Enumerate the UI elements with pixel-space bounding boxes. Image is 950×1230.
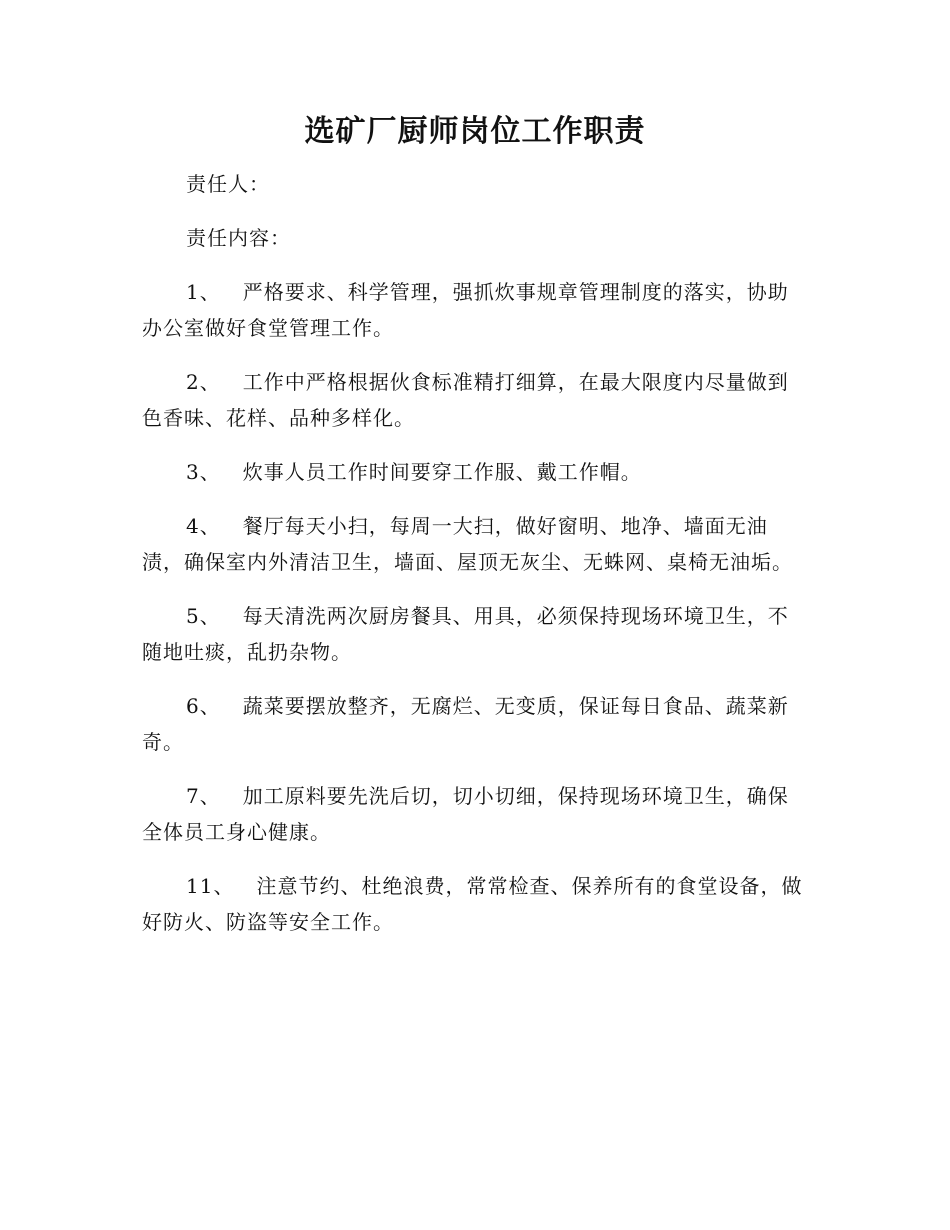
duty-item-number: 2、 (186, 370, 221, 394)
duty-item-text: 工作中严格根据伙食标准精打细算，在最大限度内尽量做到色香味、花样、品种多样化。 (142, 370, 789, 430)
duty-item (142, 598, 807, 670)
document-body (142, 166, 807, 958)
duty-item (142, 364, 807, 436)
duty-item (142, 778, 807, 850)
duty-item (142, 688, 807, 760)
duty-item-number: 3、 (186, 460, 221, 484)
duty-item-number: 4、 (186, 514, 221, 538)
duty-item-text: 餐厅每天小扫，每周一大扫，做好窗明、地净、墙面无油渍，确保室内外清洁卫生，墙面、屋顶无灰尘、无蛛网、桌椅无油垢。 (142, 514, 793, 574)
duty-item-text: 严格要求、科学管理，强抓炊事规章管理制度的落实，协助办公室做好食堂管理工作。 (142, 280, 789, 340)
duty-item (142, 868, 807, 940)
responsibility-content-label: 责任内容： (186, 226, 291, 250)
duty-item-number: 7、 (186, 784, 221, 808)
duty-item-number: 11、 (186, 874, 235, 898)
duty-item-text: 每天清洗两次厨房餐具、用具，必须保持现场环境卫生，不随地吐痰，乱扔杂物。 (142, 604, 789, 664)
responsible-person-label: 责任人： (186, 172, 270, 196)
duty-item-text: 注意节约、杜绝浪费，常常检查、保养所有的食堂设备，做好防火、防盗等安全工作。 (142, 874, 803, 934)
document-title: 选矿厂厨师岗位工作职责 (304, 114, 646, 149)
duty-item-text: 加工原料要先洗后切，切小切细，保持现场环境卫生，确保全体员工身心健康。 (142, 784, 789, 844)
duty-item-number: 6、 (186, 694, 221, 718)
duty-item (142, 508, 807, 580)
duty-item-text: 炊事人员工作时间要穿工作服、戴工作帽。 (242, 460, 642, 484)
duty-item-number: 5、 (186, 604, 221, 628)
duty-item-number: 1、 (186, 280, 221, 304)
duty-item (142, 274, 807, 346)
duty-item-text: 蔬菜要摆放整齐，无腐烂、无变质，保证每日食品、蔬菜新奇。 (142, 694, 789, 754)
duty-item (142, 454, 807, 490)
